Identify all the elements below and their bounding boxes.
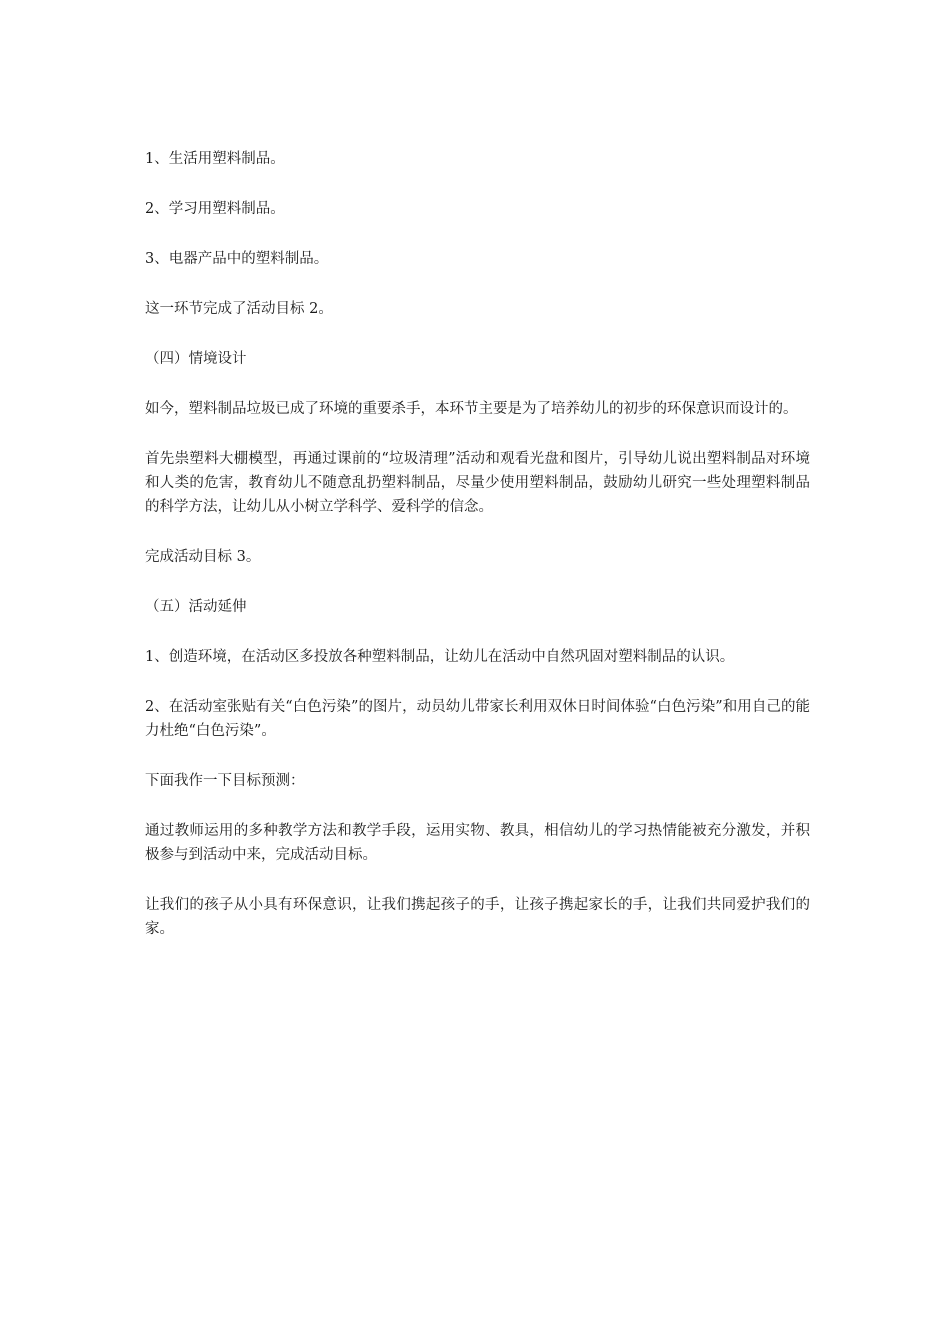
paragraph-prediction-intro: 下面我作一下目标预测：: [145, 773, 305, 789]
document-body: [145, 147, 810, 967]
paragraph-closing: 让我们的孩子从小具有环保意识，让我们携起孩子的手，让孩子携起家长的手，让我们共同爱护我们的家。: [145, 897, 810, 937]
paragraph-prediction: 通过教师运用的多种教学方法和教学手段，运用实物、教具，相信幼儿的学习热情能被充分激发，并积极参与到活动中来，完成活动目标。: [145, 823, 810, 863]
paragraph-item-3: 3、电器产品中的塑料制品。: [145, 251, 329, 267]
paragraph-context-detail: 首先祟塑料大棚模型，再通过课前的“垃圾清理”活动和观看光盘和图片，引导幼儿说出塑料制品对环境和人类的危害，教育幼儿不随意乱扔塑料制品，尽量少使用塑料制品，鼓励幼儿研究一些处理塑料制品的科学方法，让幼儿从小树立学科学、爱科学的信念。: [145, 451, 810, 515]
paragraph-context-intro: 如今，塑料制品垃圾已成了环境的重要杀手，本环节主要是为了培养幼儿的初步的环保意识而设计的。: [145, 401, 798, 417]
paragraph-item-2: 2、学习用塑料制品。: [145, 201, 285, 217]
paragraph-item-1: 1、生活用塑料制品。: [145, 151, 285, 167]
paragraph-extension-1: 1、创造环境，在活动区多投放各种塑料制品，让幼儿在活动中自然巩固对塑料制品的认识。: [145, 649, 735, 665]
paragraph-extension-2: 2、在活动室张贴有关“白色污染”的图片，动员幼儿带家长利用双休日时间体验“白色污染”和用自己的能力杜绝“白色污染”。: [145, 699, 810, 739]
section-heading-5: （五）活动延伸: [145, 599, 247, 615]
section-heading-4: （四）情境设计: [145, 351, 247, 367]
paragraph-goal-2: 这一环节完成了活动目标 2。: [145, 301, 333, 317]
paragraph-goal-3: 完成活动目标 3。: [145, 549, 261, 565]
